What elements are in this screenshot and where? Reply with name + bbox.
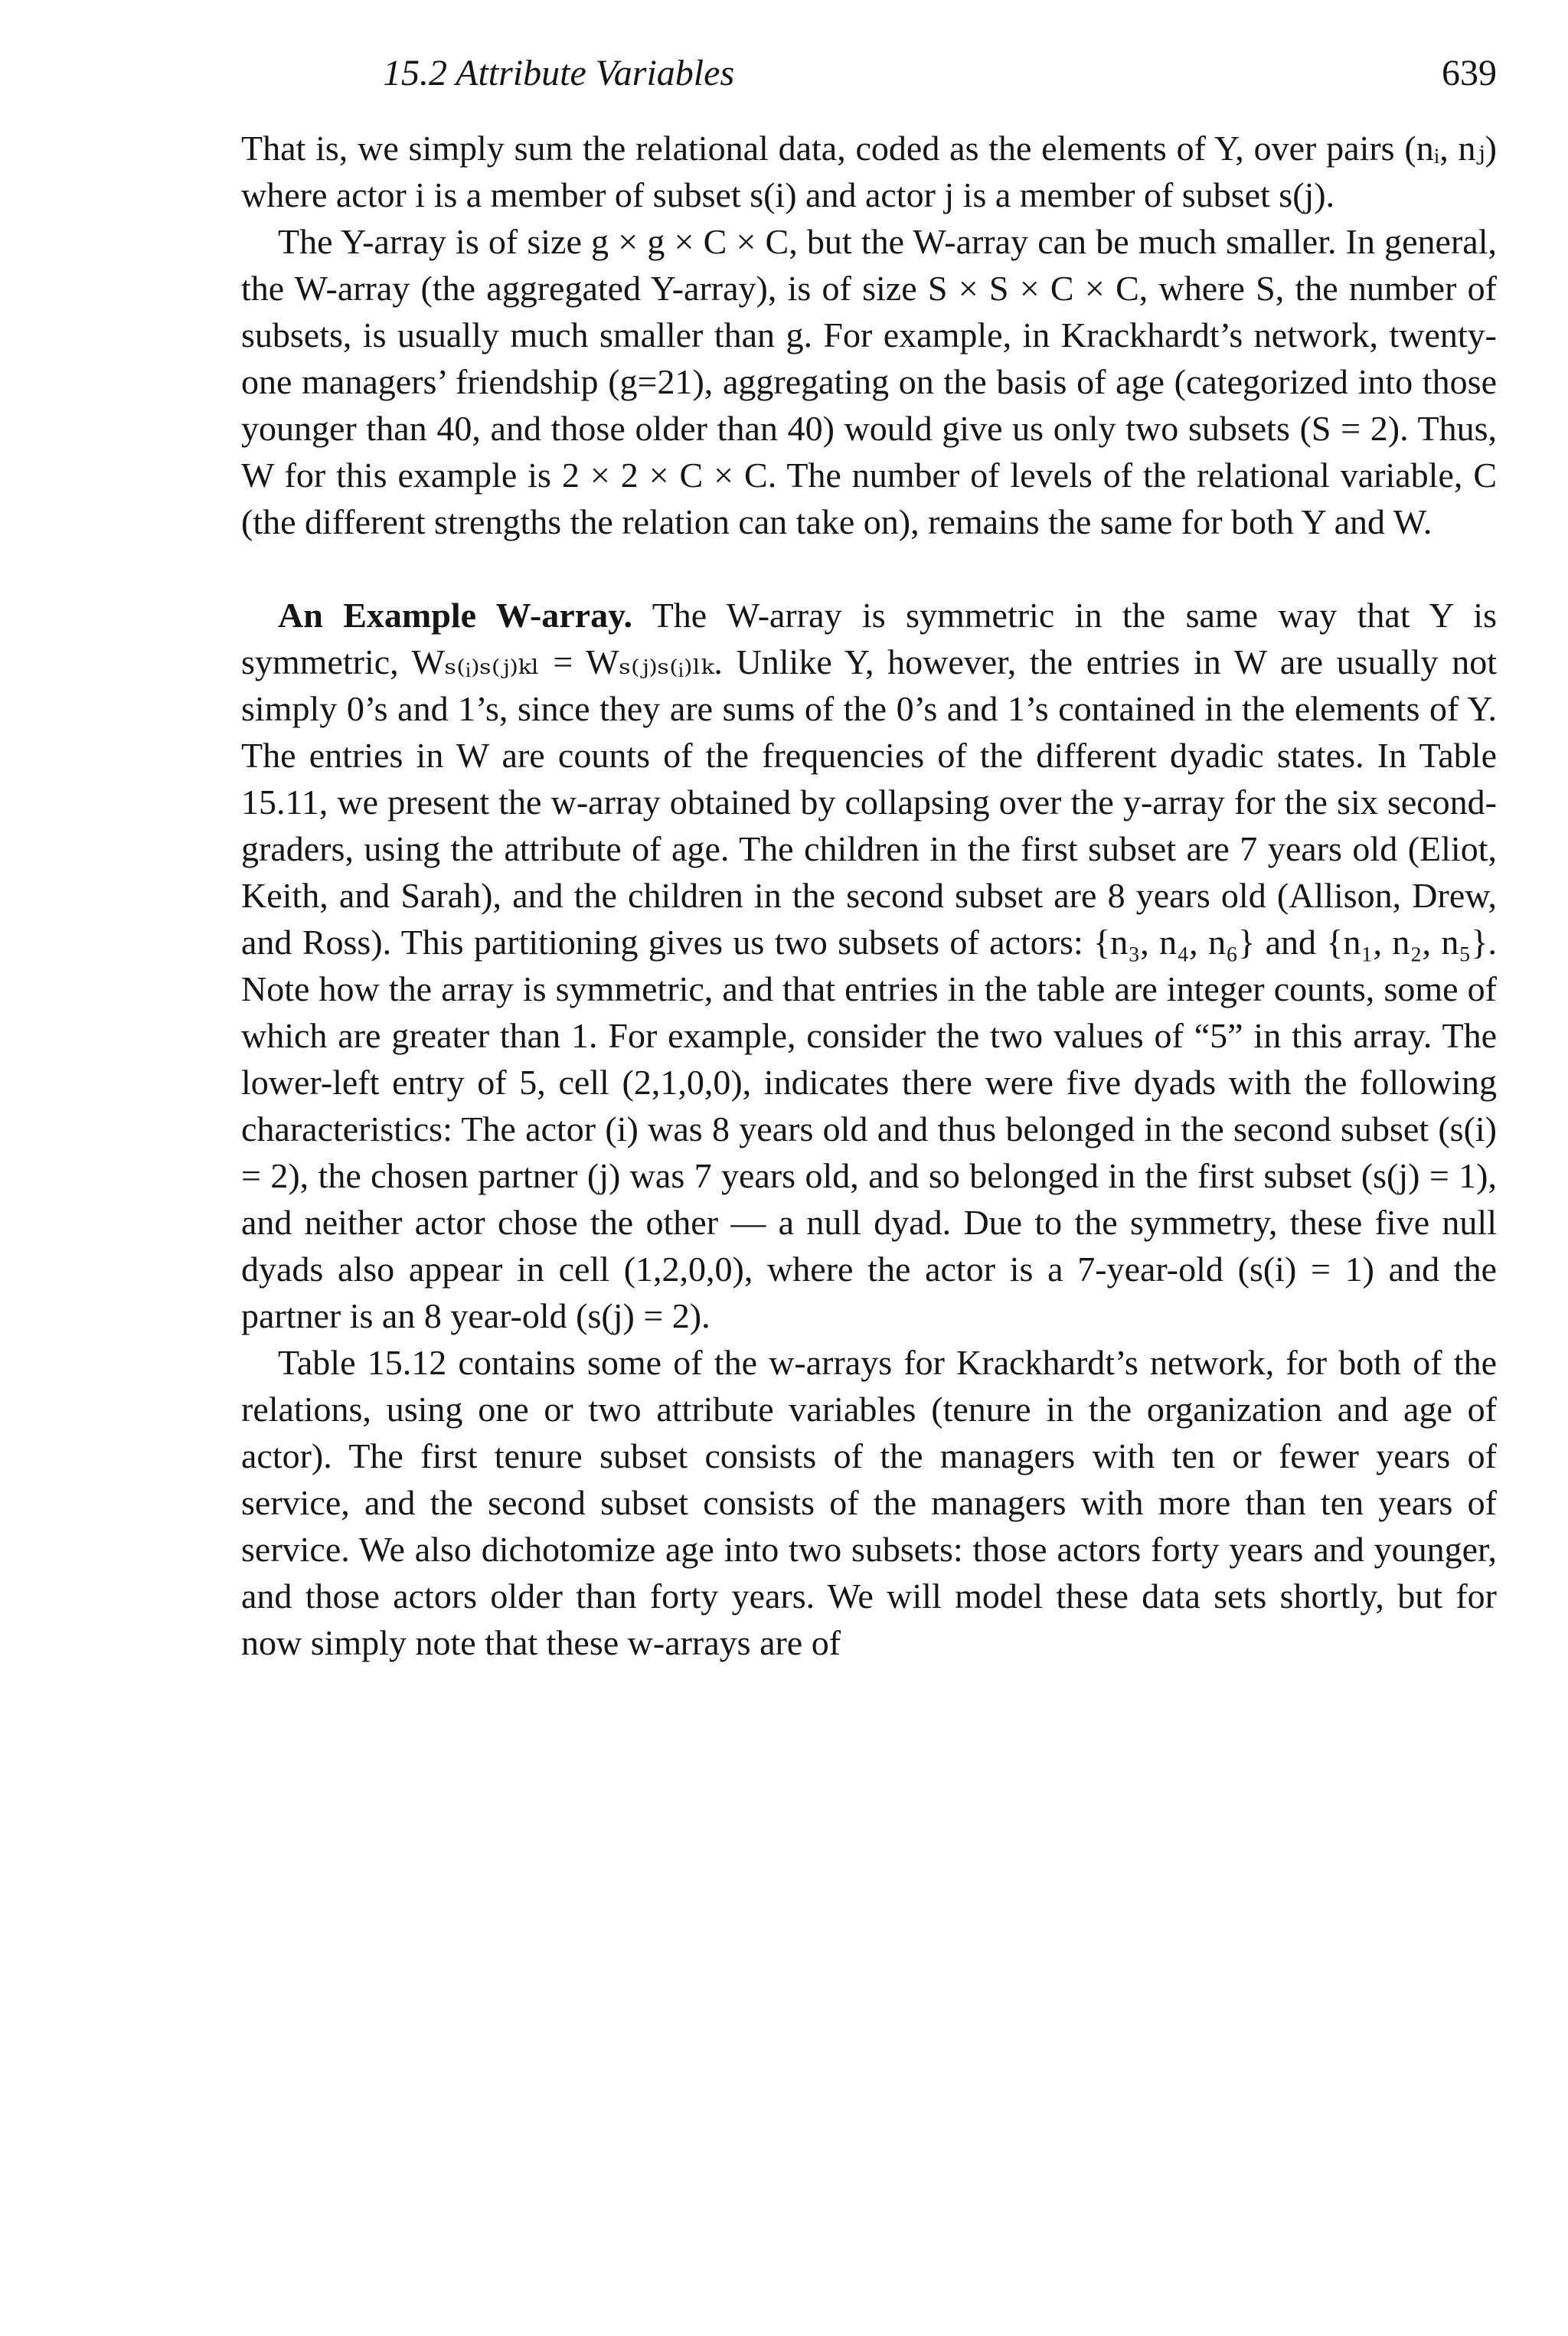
page-number: 639 (1442, 53, 1497, 93)
paragraph-3-text: The W-array is symmetric in the same way that Y is symmetric, Wₛ₍ᵢ₎ₛ₍ⱼ₎ₖₗ = Wₛ₍ⱼ₎ₛ₍ᵢ₎ₗₖ. Unlike Y, however, the entries in W are usually not simply 0’s and 1’s, since they are sums of the 0’s and 1’s contained in the elements of Y. The entries in W are counts of the frequencies of the different dyadic states. In Table 15.11, we present the w-array obtained by collapsing over the y-array for the six second-graders, using the attribute of age. The children in the first subset are 7 years old (Eliot, Keith, and Sarah), and the children in the second subset are 8 years old (Allison, Drew, and Ross). This partitioning gives us two subsets of actors: {n₃, n₄, n₆} and {n₁, n₂, n₅}. Note how the array is symmetric, and that entries in the table are integer counts, some of which are greater than 1. For example, consider the two values of “5” in this array. The lower-left entry of 5, cell (2,1,0,0), indicates there were five dyads with the following characteristics: The actor (i) was 8 years old and thus belonged in the second subset (s(i) = 2), the chosen partner (j) was 7 years old, and so belonged in the first subset (s(j) = 1), and neither actor chose the other — a null dyad. Due to the symmetry, these five null dyads also appear in cell (1,2,0,0), where the actor is a 7-year-old (s(i) = 1) and the partner is an 8 year-old (s(j) = 2). (241, 596, 1497, 1335)
running-header (241, 46, 1497, 107)
paragraph-2: The Y-array is of size g × g × C × C, but the W-array can be much smaller. In general, the W-array (the aggregated Y-array), is of size S × S × C × C, where S, the number of subsets, is usually much smaller than g. For example, in Krackhardt’s network, twenty-one managers’ friendship (g=21), aggregating on the basis of age (categorized into those younger than 40, and those older than 40) would give us only two subsets (S = 2). Thus, W for this example is 2 × 2 × C × C. The number of levels of the relational variable, C (the different strengths the relation can take on), remains the same for both Y and W. (241, 222, 1497, 541)
paragraph-1: That is, we simply sum the relational data, coded as the elements of Y, over pairs (nᵢ, nⱼ) where actor i is a member of subset s(i) and actor j is a member of subset s(j). (241, 129, 1497, 214)
body-text (241, 125, 1497, 1666)
section-title: 15.2 Attribute Variables (383, 53, 735, 93)
paragraph-3 (241, 592, 1497, 1339)
run-in-heading: An Example W-array. (278, 596, 633, 635)
paragraph-4: Table 15.12 contains some of the w-arrays for Krackhardt’s network, for both of the relations, using one or two attribute variables (tenure in the organization and age of actor). The first tenure subset consists of the managers with ten or fewer years of service, and the second subset consists of the managers with more than ten years of service. We also dichotomize age into two subsets: those actors forty years and younger, and those actors older than forty years. We will model these data sets shortly, but for now simply note that these w-arrays are of (241, 1343, 1497, 1662)
